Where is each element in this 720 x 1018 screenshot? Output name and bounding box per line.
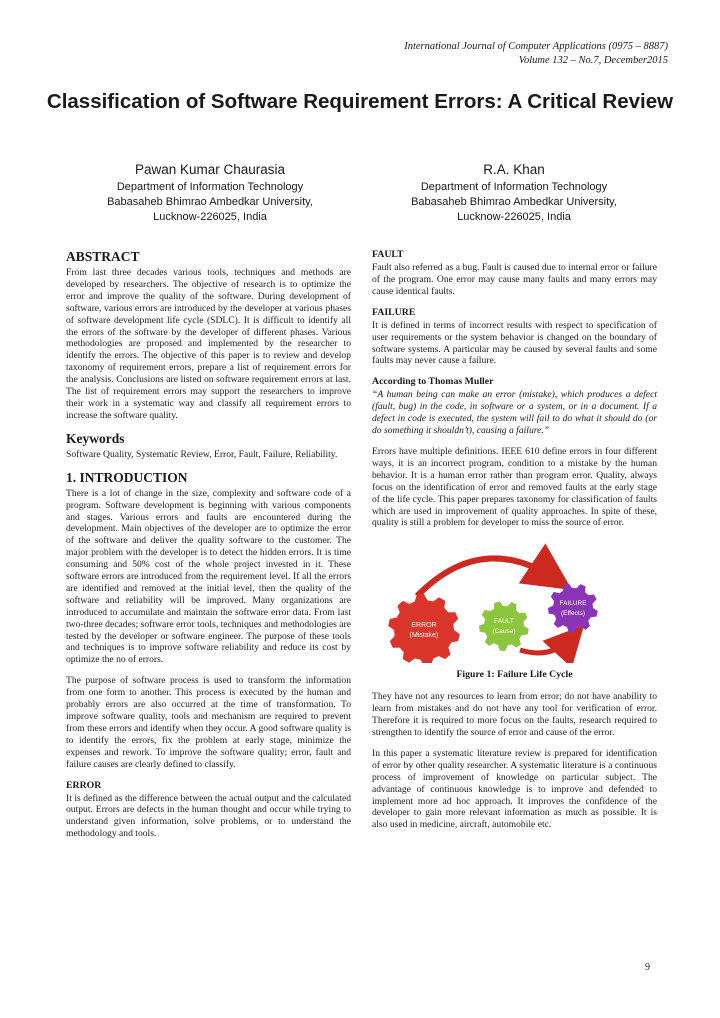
bottom-arrow <box>520 636 574 653</box>
failure-life-cycle-diagram <box>372 538 657 663</box>
abstract-heading: ABSTRACT <box>66 249 140 264</box>
journal-volume: Volume 132 – No.7, December2015 <box>518 55 668 66</box>
gear-failure-label: FAILURE <box>559 600 587 608</box>
failure-definition: It is defined in terms of incorrect results with respect to specification of user requirements or the system behavior is changed on the boundary of software systems. A particular may be caused by several faults and some faults may never cause a failure. <box>372 319 657 367</box>
error-heading: ERROR <box>66 779 102 791</box>
journal-header <box>268 40 668 68</box>
gear-icon <box>479 602 529 652</box>
intro-paragraph-2: The purpose of software process is used to transform the information from one form to another. This process is executed by the human and probably errors are also occurred at the time of transformation. To improve software quality, tools and mechanism are required to prevent from these errors and identify when they occur. A good software quality is to identify the errors, fix the problem at early stage, minimize the expenses and rework. To improve the software quality; error, fault and failure causes are clearly defined to classify. <box>66 675 351 770</box>
page-number: 9 <box>645 962 650 973</box>
author-block-2 <box>364 160 664 225</box>
intro-paragraph-1: There is a lot of change in the size, complexity and software code of a program. Software development is beginning with various components and stages. Various errors and faults are encountered during the development. Main objectives of the developer are to optimize the error of the software and deliver the quality software to the customer. The major problem with the developer is to detect the hidden errors. It is time consuming and 50% cost of the whole project invested in it. These software errors are introduced from the requirement level. If all the errors are identified and removed at the initial level, then the quality of the software and reliability will be improved. Many organizations are introduced to accumulate and maintain the software error data. From last two-three decades; software error tools, techniques and methodologies are tested by the developer or software engineer. The purpose of these tools and techniques is to improve software reliability and reduce its cost by optimize the no of errors. <box>66 487 351 666</box>
paper-title: Classification of Software Requirement Errors: A Critical Review <box>46 90 674 113</box>
author-dept: Department of Information Technology <box>420 181 608 193</box>
top-arrow <box>417 559 557 597</box>
right-paragraph-1: They have not any resources to learn from error; do not have anability to learn from mistakes and do not have any tool for verification of error. Therefore it is required to more focus on the faults, research required to strengthen to identify the source of error and cause of the error. <box>372 691 657 739</box>
author-block-1 <box>60 160 360 225</box>
gear-fault-label: FAULT <box>494 618 514 626</box>
author-city: Lucknow-226025, India <box>457 211 571 223</box>
author-city: Lucknow-226025, India <box>153 211 267 223</box>
gear-fault-sublabel: (Cause) <box>492 628 516 636</box>
author-name: Pawan Kumar Chaurasia <box>134 162 286 177</box>
keywords-text: Software Quality, Systematic Review, Error, Fault, Failure, Reliability. <box>66 448 338 460</box>
fault-definition: Fault also referred as a bug. Fault is caused due to internal error or failure of the program. One error may cause many faults and many errors may cause identical faults. <box>372 262 657 297</box>
failure-heading: FAILURE <box>372 306 416 318</box>
author-name: R.A. Khan <box>483 162 545 177</box>
errors-paragraph: Errors have multiple definitions. IEEE 610 define errors in four different ways, it is an incorrect program, condition to a mistake by the human behavior. It is a human error rather than program error. Quality, always focus on the identification of error and removed faults at the early stage of the life cycle. This paper prepares taxonomy for classification of faults which are used in improvement of quality approaches. In spite of these, quality is still a problem for developer to miss the source of error. <box>372 445 657 529</box>
muller-heading: According to Thomas Muller <box>372 376 494 388</box>
journal-name: International Journal of Computer Applications (0975 – 8887) <box>404 41 668 52</box>
right-paragraph-2: In this paper a systematic literature review is prepared for identification of error by other quality researcher. A systematic literature is a continuous process of improvement of knowledge on particular subject. The advantage of continuous knowledge is to improve and defended to implement more ad hoc approach. It improves the confidence of the developer to gain more relevant information as much as possible. It is also used in medicine, aircraft, automobile etc. <box>372 747 657 831</box>
fault-heading: FAULT <box>372 249 404 260</box>
gear-error-sublabel: (Mistake) <box>409 632 439 640</box>
right-column <box>372 249 657 840</box>
failure-life-cycle-figure <box>372 538 657 663</box>
gear-error <box>388 594 460 663</box>
author-dept: Department of Information Technology <box>116 181 304 193</box>
keywords-heading: Keywords <box>66 430 125 446</box>
left-column <box>66 249 351 849</box>
gear-fault <box>479 602 529 652</box>
introduction-heading: 1. INTRODUCTION <box>66 469 188 485</box>
figure-caption: Figure 1: Failure Life Cycle <box>456 669 573 681</box>
abstract-text: From last three decades various tools, techniques and methods are developed by researchers. The objective of research is to optimize the error and improve the quality of the software. During development of software, various errors are introduced by the developer at various phases of software development life cycle (SDLC). It is difficult to identify all the errors of the software by the developer of different phases. Various methodologies are proposed and implemented by the researcher to identify the errors. The objective of this paper is to review and develop taxonomy of requirement errors, prepare a list of requirement errors for the analysis. Conclusions are listed on software requirement errors at last. The list of requirement errors may support the researchers to improve their work in a systematic way and classify all requirement errors to increase the software quality. <box>66 267 351 421</box>
gear-failure <box>548 584 598 634</box>
gear-icon <box>548 584 598 634</box>
author-univ: Babasaheb Bhimrao Ambedkar University, <box>411 196 617 208</box>
gear-failure-sublabel: (Effects) <box>560 610 586 618</box>
muller-quote: “A human being can make an error (mistake), which produces a defect (fault, bug) in the code, in software or a system, or in a document. If a defect in code is executed, the system will fail to do what it should do (or do something it shouldn’t), causing a failure.” <box>372 389 657 437</box>
author-univ: Babasaheb Bhimrao Ambedkar University, <box>107 196 313 208</box>
gear-error-label: ERROR <box>411 622 437 630</box>
error-definition: It is defined as the difference between the actual output and the calculated output. Errors are defects in the human thought and occur while trying to understand given information, solve problems, or to understand the methodology and tools. <box>66 792 351 840</box>
